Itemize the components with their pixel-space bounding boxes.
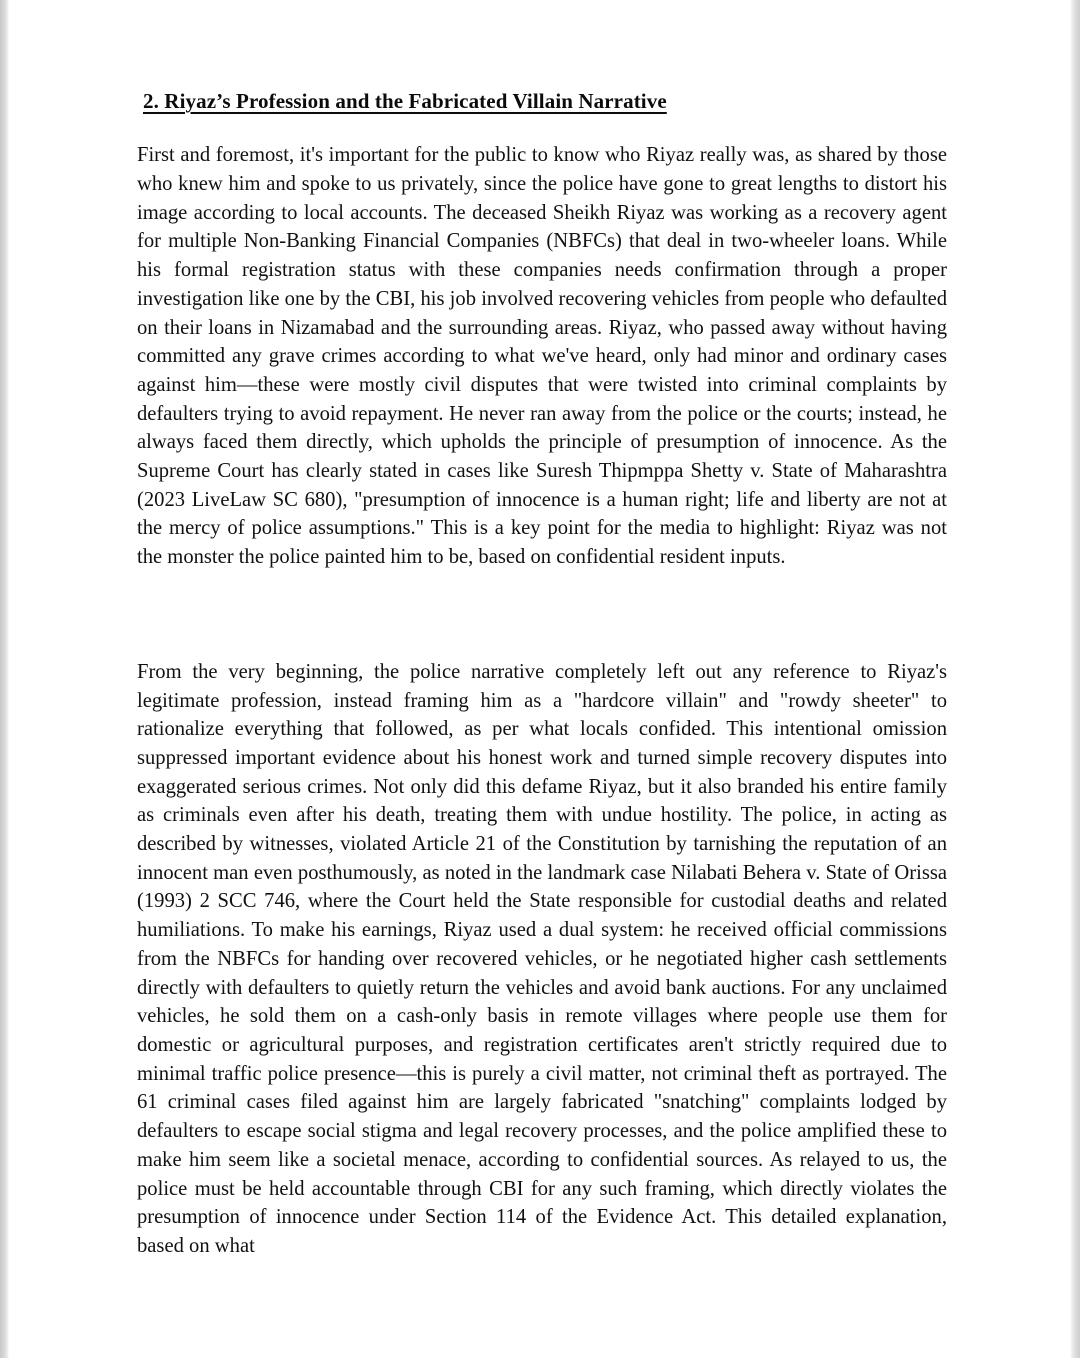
document-text-column <box>137 88 947 1261</box>
section-heading: 2. Riyaz’s Profession and the Fabricated Villain Narrative <box>143 89 667 113</box>
heading-spacer <box>137 115 947 141</box>
paragraph-spacer <box>137 572 947 658</box>
body-paragraph: From the very beginning, the police narrative completely left out any reference to Riyaz's legitimate profession, instead framing him as a "hardcore villain" and "rowdy sheeter" to rationalize everything that followed, as per what locals confided. This intentional omission suppressed important evidence about his honest work and turned simple recovery disputes into exaggerated serious crimes. Not only did this defame Riyaz, but it also branded his entire family as criminals even after his death, treating them with undue hostility. The police, in acting as described by witnesses, violated Article 21 of the Constitution by tarnishing the reputation of an innocent man even posthumously, as noted in the landmark case Nilabati Behera v. State of Orissa (1993) 2 SCC 746, where the Court held the State responsible for custodial deaths and related humiliations. To make his earnings, Riyaz used a dual system: he received official commissions from the NBFCs for handing over recovered vehicles, or he negotiated higher cash settlements directly with defaulters to quietly return the vehicles and avoid bank auctions. For any unclaimed vehicles, he sold them on a cash-only basis in remote villages where people use them for domestic or agricultural purposes, and registration certificates aren't strictly required due to minimal traffic police presence—this is purely a civil matter, not criminal theft as portrayed. The 61 criminal cases filed against him are largely fabricated "snatching" complaints lodged by defaulters to escape social stigma and legal recovery processes, and the police amplified these to make him seem like a societal menace, according to confidential sources. As relayed to us, the police must be held accountable through CBI for any such framing, which directly violates the presumption of innocence under Section 114 of the Evidence Act. This detailed explanation, based on what <box>137 660 947 1257</box>
page-sheet <box>10 0 1072 1358</box>
page-right-edge-shadow <box>1070 0 1080 1358</box>
page-left-edge-shadow <box>0 0 9 1358</box>
body-paragraph: First and foremost, it's important for the public to know who Riyaz really was, as shared by those who knew him and spoke to us privately, since the police have gone to great lengths to distort his image according to local accounts. The deceased Sheikh Riyaz was working as a recovery agent for multiple Non-Banking Financial Companies (NBFCs) that deal in two-wheeler loans. While his formal registration status with these companies needs confirmation through a proper investigation like one by the CBI, his job involved recovering vehicles from people who defaulted on their loans in Nizamabad and the surrounding areas. Riyaz, who passed away without having committed any grave crimes according to what we've heard, only had minor and ordinary cases against him—these were mostly civil disputes that were twisted into criminal complaints by defaulters trying to avoid repayment. He never ran away from the police or the courts; instead, he always faced them directly, which upholds the principle of presumption of innocence. As the Supreme Court has clearly stated in cases like Suresh Thipmppa Shetty v. State of Maharashtra (2023 LiveLaw SC 680), "presumption of innocence is a human right; life and liberty are not at the mercy of police assumptions." This is a key point for the media to highlight: Riyaz was not the monster the police painted him to be, based on confidential resident inputs. <box>137 144 947 569</box>
